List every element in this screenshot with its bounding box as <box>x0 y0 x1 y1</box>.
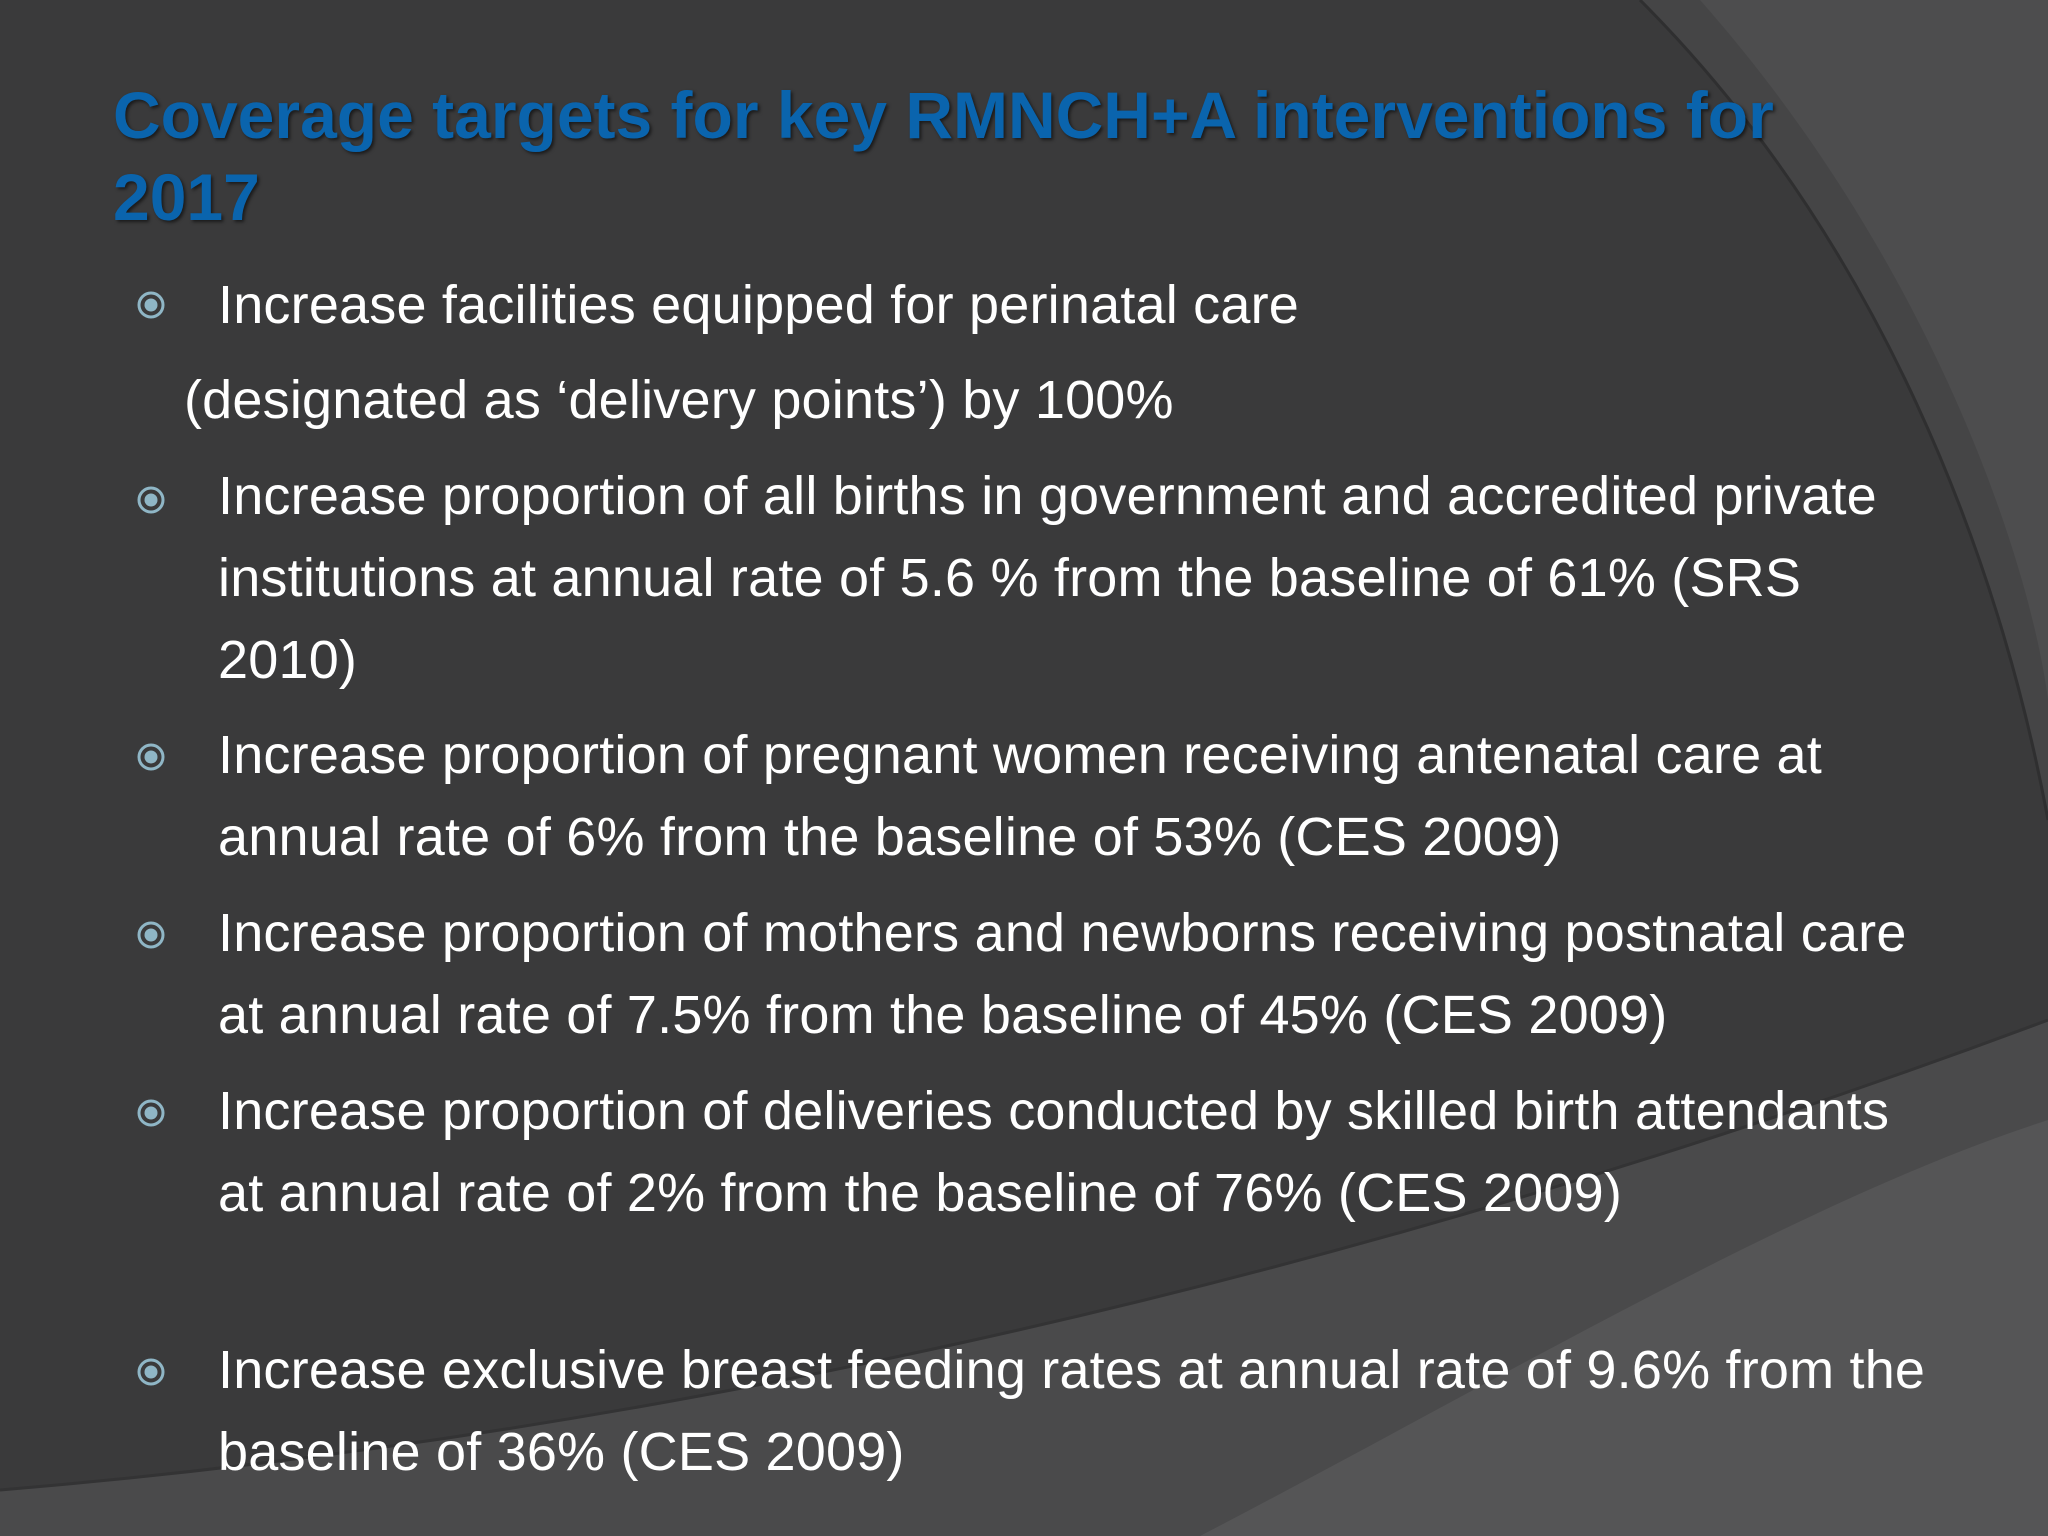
list-item: Increase proportion of mothers and newborns receiving postnatal care at annual rate of 7.5% from the baseline of 45% (CES 2009) <box>218 903 1907 1045</box>
list-item: Increase proportion of deliveries conducted by skilled birth attendants at annual rate of 2% from the baseline of 76% (CES 2009) <box>218 1081 1890 1223</box>
circle-dot-icon <box>136 1357 166 1387</box>
circle-dot-icon <box>136 920 166 950</box>
slide-title: Coverage targets for key RMNCH+A interventions for 2017 <box>113 78 1774 234</box>
list-item: Increase facilities equipped for perinatal care <box>218 275 1300 335</box>
circle-dot-icon <box>136 1098 166 1128</box>
list-item: Increase proportion of all births in government and accredited private institutions at annual rate of 5.6 % from the baseline of 61% (SRS 2010) <box>218 466 1877 690</box>
circle-dot-icon <box>136 485 166 515</box>
circle-dot-icon <box>136 290 166 320</box>
list-item: Increase proportion of pregnant women receiving antenatal care at annual rate of 6% from the baseline of 53% (CES 2009) <box>218 725 1822 867</box>
list-item-continuation: (designated as ‘delivery points’) by 100% <box>184 370 1174 430</box>
circle-dot-icon <box>136 742 166 772</box>
list-item: Increase exclusive breast feeding rates at annual rate of 9.6% from the baseline of 36% (CES 2009) <box>218 1340 1926 1482</box>
